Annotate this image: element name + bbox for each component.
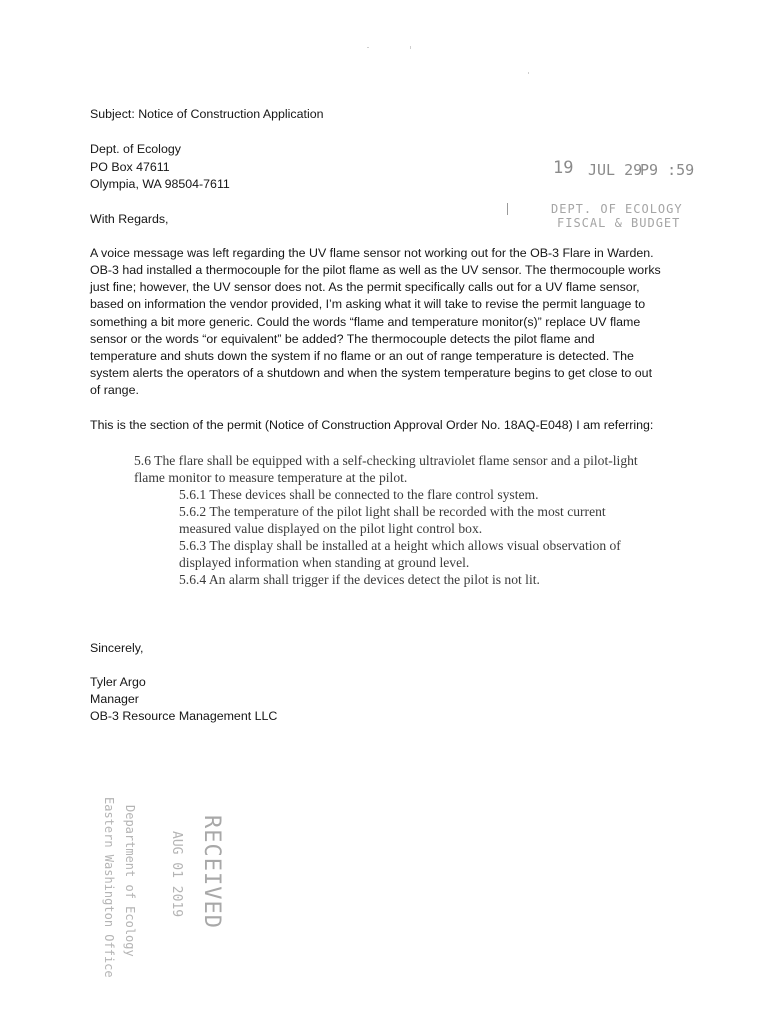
date-stamp-time: P9 :59 (640, 161, 695, 179)
permit-quote-line: 5.6.2 The temperature of the pilot light shall be recorded with the most current (179, 504, 606, 519)
address-line: Olympia, WA 98504-7611 (90, 177, 230, 191)
body-line: OB-3 had installed a thermocouple for the pilot flame as well as the UV sensor. The thermocouple works (90, 263, 661, 277)
date-stamp-year: 19 (553, 158, 574, 178)
received-stamp-date: AUG 01 2019 (169, 831, 184, 918)
received-stamp-title: RECEIVED (199, 815, 224, 929)
section-intro: This is the section of the permit (Notice of Construction Approval Order No. 18AQ-E048) I am referring: (90, 418, 654, 432)
body-line: based on information the vendor provided, I’m asking what it will take to revise the permit language to (90, 297, 646, 311)
received-stamp-dept: Department of Ecology (123, 805, 137, 957)
body-line: sensor or the words “or equivalent” be added? The thermocouple detects the pilot flame and (90, 332, 595, 346)
body-line: something a bit more generic. Could the words “flame and temperature monitor(s)” replace UV flame (90, 315, 641, 329)
received-stamp (60, 797, 240, 985)
body-line: temperature and shuts down the system if no flame or an out of range temperature is detected. The (90, 349, 634, 363)
greeting: With Regards, (90, 212, 169, 226)
permit-quote-line: 5.6.3 The display shall be installed at a height which allows visual observation of (179, 538, 621, 553)
dept-stamp-line: DEPT. OF ECOLOGY (551, 202, 683, 216)
permit-quote-line: measured value displayed on the pilot light control box. (179, 521, 483, 536)
address-line: PO Box 47611 (90, 160, 170, 174)
body-line: A voice message was left regarding the UV flame sensor not working out for the OB-3 Flare in Warden. (90, 246, 654, 260)
signature-title: Manager (90, 692, 139, 706)
permit-quote-line: displayed information when standing at ground level. (179, 555, 470, 570)
scan-speck (367, 47, 369, 48)
permit-quote-line: 5.6.4 An alarm shall trigger if the devices detect the pilot is not lit. (179, 572, 540, 587)
received-stamp-office: Eastern Washington Office (102, 797, 116, 978)
subject-line: Subject: Notice of Construction Application (90, 107, 324, 121)
permit-quote-line: 5.6.1 These devices shall be connected to the flare control system. (179, 487, 539, 502)
signature-company: OB-3 Resource Management LLC (90, 709, 278, 723)
signature-name: Tyler Argo (90, 675, 146, 689)
scan-speck (507, 203, 508, 215)
closing: Sincerely, (90, 641, 144, 655)
permit-quote-line: 5.6 The flare shall be equipped with a self-checking ultraviolet flame sensor and a pilot-light (134, 453, 638, 468)
body-line: just fine; however, the UV sensor does not. As the permit specifically calls out for a UV flame sensor, (90, 280, 640, 294)
scan-speck (528, 72, 529, 74)
dept-stamp-line: FISCAL & BUDGET (557, 216, 681, 230)
body-line: system alerts the operators of a shutdown and when the system temperature begins to get close to out (90, 366, 653, 380)
date-stamp-date: JUL 29 (588, 161, 643, 179)
body-line: of range. (90, 383, 139, 397)
scan-speck (410, 46, 411, 49)
permit-quote-line: flame monitor to measure temperature at the pilot. (134, 470, 408, 485)
address-line: Dept. of Ecology (90, 142, 181, 156)
